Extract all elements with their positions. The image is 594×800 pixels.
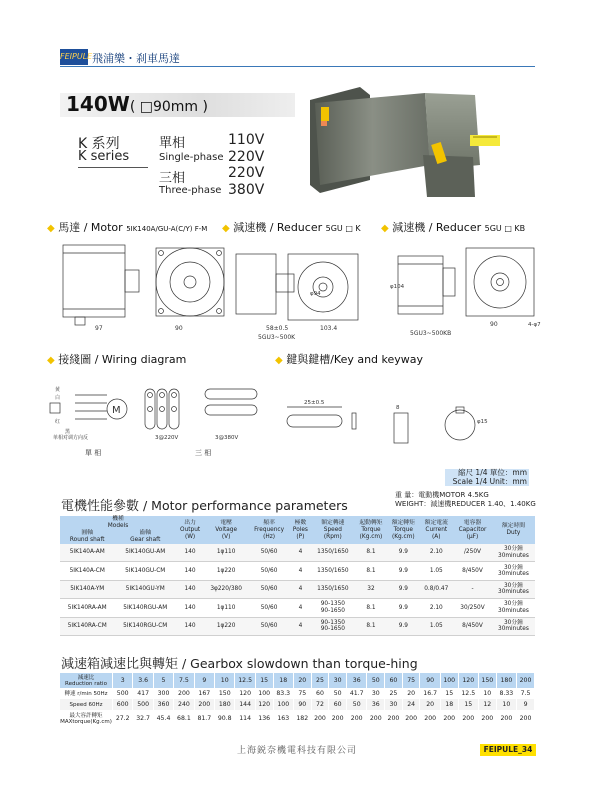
perf-table xyxy=(60,516,535,636)
cell-ts: 8.1 xyxy=(355,599,387,617)
phase-cn-1: 單相 xyxy=(159,136,186,151)
gear-cell: 240 xyxy=(174,699,194,710)
gear-cell: 200 xyxy=(329,710,347,727)
series-en: K series xyxy=(78,149,130,164)
wiring-note: 单相对调方向反 xyxy=(53,435,89,441)
gear-cell: 200 xyxy=(496,710,516,727)
gear-cell: 30 xyxy=(367,688,385,699)
gear-cell: 20 xyxy=(402,688,420,699)
cell-freq: 50/60 xyxy=(248,544,290,562)
gear-cell: 5 xyxy=(153,673,173,688)
gear-cell: 15 xyxy=(255,673,273,688)
motor-photo xyxy=(305,85,505,200)
gear-cell: 200 xyxy=(420,710,440,727)
wiring-single-v: 3@220V xyxy=(155,435,179,441)
dim-phi94: φ94 xyxy=(310,291,321,297)
cell-cap: 8/450V xyxy=(453,617,492,635)
table-row xyxy=(60,580,535,598)
gear-cell: 200 xyxy=(174,688,194,699)
gear-cell: 200 xyxy=(194,699,214,710)
gear-cell: 8.33 xyxy=(496,688,516,699)
cell-freq: 50/60 xyxy=(248,599,290,617)
gear-cell: 3 xyxy=(113,673,133,688)
row-label: 減速比 Reduction ratio xyxy=(60,673,113,688)
cell-duty: 30分鐘 30minutes xyxy=(492,562,535,580)
gear-cell: 136 xyxy=(255,710,273,727)
cell-poles: 4 xyxy=(290,562,311,580)
dim-4phi7: 4-φ7 xyxy=(528,322,541,328)
cell-output: 140 xyxy=(176,580,204,598)
gear-cell: 32.7 xyxy=(133,710,153,727)
title-power: 140W xyxy=(66,92,130,116)
cell-ts: 8.1 xyxy=(355,562,387,580)
page-title xyxy=(66,92,208,116)
gear-cell: 114 xyxy=(235,710,255,727)
scale-line-2: Scale 1/4 Unit：mm xyxy=(452,476,527,486)
gear-cell: 200 xyxy=(311,710,329,727)
cell-current: 2.10 xyxy=(419,544,453,562)
footer-company: 上海鋭奈機電科技有限公司 xyxy=(237,746,358,756)
gear-cell: 200 xyxy=(517,710,535,727)
gear-cell: 200 xyxy=(367,710,385,727)
page-number: FEIPULE_34 xyxy=(480,744,536,756)
gear-cell: 200 xyxy=(478,710,496,727)
gear-cell: 120 xyxy=(235,688,255,699)
table-row xyxy=(60,710,535,727)
cell-current: 0.8/0.47 xyxy=(419,580,453,598)
gear-cell: 50 xyxy=(329,688,347,699)
th-models: 機種 Models xyxy=(60,516,176,530)
cell-ts: 32 xyxy=(355,580,387,598)
gear-cell: 90.8 xyxy=(215,710,235,727)
gear-cell: 81.7 xyxy=(194,710,214,727)
table-row xyxy=(60,544,535,562)
cell-tr: 9.9 xyxy=(387,617,419,635)
phase-voltage-2a: 220V xyxy=(228,165,265,181)
wire-color-1: 黄 xyxy=(55,387,61,393)
scale-box xyxy=(445,469,529,486)
gear-cell: 100 xyxy=(273,699,293,710)
phase-voltage-1a: 110V xyxy=(228,132,265,148)
gear-cell: 25 xyxy=(385,688,403,699)
gear-cell: 200 xyxy=(458,710,478,727)
cell-poles: 4 xyxy=(290,544,311,562)
gear-cell: 10 xyxy=(478,688,496,699)
title-frame: ( □90mm ) xyxy=(129,99,208,115)
cell-duty: 30分鐘 30minutes xyxy=(492,599,535,617)
th-speed: 額定轉速 Speed (Rpm) xyxy=(311,516,355,544)
gear-cell: 75 xyxy=(293,688,311,699)
series-underline xyxy=(78,167,148,168)
cell-freq: 50/60 xyxy=(248,580,290,598)
table-row xyxy=(60,617,535,635)
gear-cell: 25 xyxy=(311,673,329,688)
gear-cell: 120 xyxy=(255,699,273,710)
diamond-icon: ◆ xyxy=(222,223,230,234)
section-wiring: ◆ 接綫圖 / Wiring diagram xyxy=(47,353,187,366)
cell-output: 140 xyxy=(176,544,204,562)
label-k: 5GU3~500K xyxy=(258,334,296,340)
reducer-kb-drawing xyxy=(388,238,548,338)
dim-phi104: φ104 xyxy=(390,284,405,290)
gear-cell: 20 xyxy=(293,673,311,688)
gear-cell: 20 xyxy=(420,699,440,710)
gear-cell: 200 xyxy=(440,710,458,727)
motor-drawing xyxy=(55,235,225,335)
shaft-phi15: φ15 xyxy=(477,419,488,425)
cell-freq: 50/60 xyxy=(248,562,290,580)
phase-en-1: Single-phase xyxy=(159,152,224,163)
gear-cell: 30 xyxy=(385,699,403,710)
key-dim-8: 8 xyxy=(396,405,400,411)
gear-table xyxy=(60,673,535,727)
gear-cell: 18 xyxy=(273,673,293,688)
gear-cell: 100 xyxy=(440,673,458,688)
gear-cell: 120 xyxy=(458,673,478,688)
cell-tr: 9.9 xyxy=(387,599,419,617)
dim-1034: 103.4 xyxy=(320,325,338,332)
diamond-icon: ◆ xyxy=(47,223,55,234)
cell-round: 5IK140RA-AM xyxy=(60,599,114,617)
gear-cell: 15 xyxy=(458,699,478,710)
th-poles: 極數 Poles (P) xyxy=(290,516,311,544)
gear-cell: 18 xyxy=(440,699,458,710)
gear-cell: 12.5 xyxy=(235,673,255,688)
cell-cap: /250V xyxy=(453,544,492,562)
cell-speed: 1350/1650 xyxy=(311,562,355,580)
gear-cell: 100 xyxy=(255,688,273,699)
gear-cell: 90 xyxy=(420,673,440,688)
cell-poles: 4 xyxy=(290,617,311,635)
cell-gear: 5IK140RGU-CM xyxy=(114,617,176,635)
cell-voltage: 1φ110 xyxy=(204,599,248,617)
cell-duty: 30分鐘 30minutes xyxy=(492,544,535,562)
wiring-diagram xyxy=(45,375,275,465)
gear-cell: 144 xyxy=(235,699,255,710)
cell-gear: 5IK140GU-CM xyxy=(114,562,176,580)
dim-97: 97 xyxy=(95,325,103,332)
label-kb: 5GU3~500KB xyxy=(410,330,452,337)
dim-90: 90 xyxy=(175,325,183,332)
gear-cell: 7.5 xyxy=(517,688,535,699)
wiring-three-v: 3@380V xyxy=(215,435,239,441)
gear-cell: 50 xyxy=(367,673,385,688)
cell-round: 5IK140A-CM xyxy=(60,562,114,580)
table-row xyxy=(60,599,535,617)
brand-logo: FEIPULE xyxy=(60,49,88,65)
table-row xyxy=(60,688,535,699)
cell-speed: 1350/1650 xyxy=(311,580,355,598)
gear-cell: 10 xyxy=(215,673,235,688)
gear-cell: 300 xyxy=(153,688,173,699)
header-title: 飛浦樂・刹車馬達 xyxy=(92,52,180,65)
svg-text:M: M xyxy=(112,405,121,416)
gear-cell: 72 xyxy=(311,699,329,710)
gear-cell: 68.1 xyxy=(174,710,194,727)
gear-cell: 200 xyxy=(347,710,367,727)
gear-cell: 36 xyxy=(367,699,385,710)
cell-tr: 9.9 xyxy=(387,562,419,580)
cell-cap: 30/250V xyxy=(453,599,492,617)
gear-cell: 27.2 xyxy=(113,710,133,727)
scale-line-1: 縮尺 1/4 單位：mm xyxy=(458,468,527,477)
cell-gear: 5IK140GU-YM xyxy=(114,580,176,598)
series-cn: K 系列 xyxy=(78,136,120,152)
row-label: Speed 60Hz xyxy=(60,699,113,710)
cell-voltage: 3φ220/380 xyxy=(204,580,248,598)
phase-cn-2: 三相 xyxy=(159,171,186,186)
cell-tr: 9.9 xyxy=(387,580,419,598)
th-voltage: 電壓 Voltage (V) xyxy=(204,516,248,544)
diamond-icon: ◆ xyxy=(47,355,55,366)
phase-voltage-2b: 380V xyxy=(228,182,265,198)
phase-voltage-1b: 220V xyxy=(228,149,265,165)
cell-round: 5IK140A-AM xyxy=(60,544,114,562)
gear-cell: 90 xyxy=(293,699,311,710)
row-label: 轉速 r/min 50Hz xyxy=(60,688,113,699)
gear-cell: 600 xyxy=(113,699,133,710)
weights xyxy=(395,491,536,509)
row-label: 最大容許轉矩 MAXtorque(Kg.cm) xyxy=(60,710,113,727)
th-current: 額定電流 Current (A) xyxy=(419,516,453,544)
th-gear: 齒軸 Gear shaft xyxy=(114,530,176,544)
diamond-icon: ◆ xyxy=(275,355,283,366)
gear-cell: 9 xyxy=(517,699,535,710)
section-key: ◆ 鍵與鍵槽/Key and keyway xyxy=(275,353,424,366)
cell-voltage: 1φ220 xyxy=(204,617,248,635)
cell-current: 1.05 xyxy=(419,562,453,580)
gear-cell: 200 xyxy=(385,710,403,727)
key-drawing xyxy=(282,385,522,450)
dim-58: 58±0.5 xyxy=(266,325,289,332)
gear-cell: 24 xyxy=(402,699,420,710)
th-torque-rated: 額定轉矩 Torque (Kg.cm) xyxy=(387,516,419,544)
table-row xyxy=(60,673,535,688)
gear-cell: 200 xyxy=(517,673,535,688)
cell-round: 5IK140A-YM xyxy=(60,580,114,598)
cell-current: 2.10 xyxy=(419,599,453,617)
gear-cell: 10 xyxy=(496,699,516,710)
gear-cell: 9 xyxy=(194,673,214,688)
key-dim-25: 25±0.5 xyxy=(304,400,325,406)
wiring-single-label: 單 相 xyxy=(85,449,102,457)
wiring-three-label: 三 相 xyxy=(195,449,212,457)
gear-cell: 150 xyxy=(478,673,496,688)
table-row xyxy=(60,562,535,580)
cell-freq: 50/60 xyxy=(248,617,290,635)
cell-duty: 30分鐘 30minutes xyxy=(492,580,535,598)
gear-cell: 12.5 xyxy=(458,688,478,699)
cell-speed: 90-1350 90-1650 xyxy=(311,617,355,635)
gear-cell: 3.6 xyxy=(133,673,153,688)
cell-output: 140 xyxy=(176,562,204,580)
gear-cell: 163 xyxy=(273,710,293,727)
gear-cell: 182 xyxy=(293,710,311,727)
gear-title: 減速箱減速比與轉矩 / Gearbox slowdown than torque-hing xyxy=(61,656,418,672)
gear-cell: 60 xyxy=(385,673,403,688)
dim-90-b: 90 xyxy=(490,321,498,328)
cell-cap: 8/450V xyxy=(453,562,492,580)
cell-ts: 8.1 xyxy=(355,544,387,562)
gear-cell: 360 xyxy=(153,699,173,710)
cell-current: 1.05 xyxy=(419,617,453,635)
wire-color-3: 红 xyxy=(55,419,61,425)
weight-line-1: 重 量：電動機MOTOR 4.5KG xyxy=(395,491,489,499)
gear-cell: 50 xyxy=(347,699,367,710)
section-motor: ◆ 馬達 / Motor 5IK140A/GU-A(C/Y) F-M xyxy=(47,221,208,234)
gear-cell: 16.7 xyxy=(420,688,440,699)
section-reducer-k: ◆ 減速機 / Reducer 5GU □ K xyxy=(222,221,361,234)
section-reducer-kb: ◆ 減速機 / Reducer 5GU □ KB xyxy=(381,221,526,234)
gear-cell: 200 xyxy=(402,710,420,727)
cell-speed: 90-1350 90-1650 xyxy=(311,599,355,617)
weight-line-2: WEIGHT：減速機REDUCER 1.40、1.40KG xyxy=(395,500,536,508)
cell-poles: 4 xyxy=(290,580,311,598)
gear-cell: 150 xyxy=(215,688,235,699)
cell-voltage: 1φ220 xyxy=(204,562,248,580)
cell-round: 5IK140RA-CM xyxy=(60,617,114,635)
gear-cell: 83.3 xyxy=(273,688,293,699)
cell-voltage: 1φ110 xyxy=(204,544,248,562)
cell-output: 140 xyxy=(176,599,204,617)
th-freq: 頻率 Frequency (Hz) xyxy=(248,516,290,544)
gear-cell: 12 xyxy=(478,699,496,710)
gear-cell: 30 xyxy=(329,673,347,688)
gear-cell: 45.4 xyxy=(153,710,173,727)
th-output: 出力 Output (W) xyxy=(176,516,204,544)
cell-gear: 5IK140RGU-AM xyxy=(114,599,176,617)
gear-cell: 180 xyxy=(496,673,516,688)
th-duty: 額定時間 Duty xyxy=(492,516,535,544)
gear-cell: 167 xyxy=(194,688,214,699)
wire-color-2: 白 xyxy=(55,395,61,401)
cell-duty: 30分鐘 30minutes xyxy=(492,617,535,635)
gear-cell: 75 xyxy=(402,673,420,688)
reducer-k-drawing xyxy=(228,240,378,340)
gear-cell: 36 xyxy=(347,673,367,688)
gear-cell: 41.7 xyxy=(347,688,367,699)
cell-gear: 5IK140GU-AM xyxy=(114,544,176,562)
gear-cell: 60 xyxy=(329,699,347,710)
gear-cell: 180 xyxy=(215,699,235,710)
gear-cell: 500 xyxy=(133,699,153,710)
table-row xyxy=(60,699,535,710)
gear-cell: 417 xyxy=(133,688,153,699)
cell-tr: 9.9 xyxy=(387,544,419,562)
phase-en-2: Three-phase xyxy=(159,185,222,196)
th-torque-start: 起動轉矩 Torque (Kg.cm) xyxy=(355,516,387,544)
cell-ts: 8.1 xyxy=(355,617,387,635)
cell-cap: - xyxy=(453,580,492,598)
gear-cell: 60 xyxy=(311,688,329,699)
cell-poles: 4 xyxy=(290,599,311,617)
perf-title: 電機性能參數 / Motor performance parameters xyxy=(61,498,348,514)
gear-cell: 15 xyxy=(440,688,458,699)
th-capacitor: 電容器 Capacitor (μF) xyxy=(453,516,492,544)
th-round: 圓軸 Round shaft xyxy=(60,530,114,544)
gear-cell: 7.5 xyxy=(174,673,194,688)
wire-color-4: 黑 xyxy=(65,429,71,435)
gear-cell: 500 xyxy=(113,688,133,699)
cell-output: 140 xyxy=(176,617,204,635)
diamond-icon: ◆ xyxy=(381,223,389,234)
cell-speed: 1350/1650 xyxy=(311,544,355,562)
